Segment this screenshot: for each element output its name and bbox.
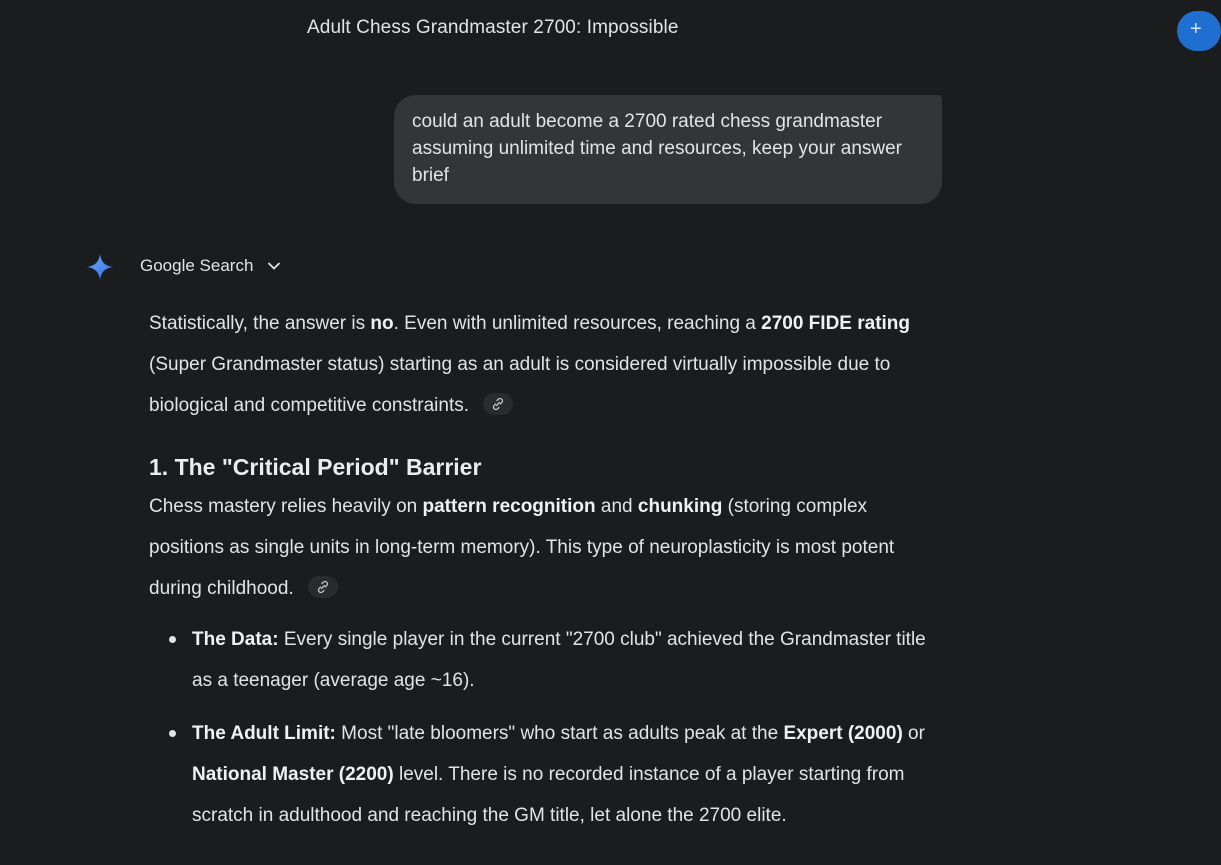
section-text: (storing complex positions as single units in long-term memory). This type of neuroplasticity is most potent during childhood. (149, 496, 895, 599)
bullet-bold: National Master (2200) (192, 764, 394, 785)
google-search-toggle[interactable] (140, 256, 281, 276)
section-text: and (595, 496, 638, 517)
intro-text: . Even with unlimited resources, reaching a (393, 313, 762, 334)
section-bold: chunking (637, 496, 723, 517)
section-heading: 1. The "Critical Period" Barrier (149, 454, 482, 480)
google-search-label: Google Search (140, 256, 254, 275)
bullet-text: or (902, 723, 925, 744)
bullet-list (149, 619, 939, 836)
intro-paragraph (149, 303, 939, 426)
new-chat-icon: + (1190, 18, 1202, 40)
gemini-sparkle-icon (86, 253, 114, 281)
source-link-chip[interactable] (483, 393, 513, 415)
intro-text: (Super Grandmaster status) starting as an adult is considered virtually impossible due to biological and competitive constraints. (149, 354, 891, 416)
response-body (149, 303, 939, 848)
source-link-chip[interactable] (308, 576, 338, 598)
intro-bold: 2700 FIDE rating (761, 313, 911, 334)
bullet-dot (169, 636, 176, 643)
section-paragraph (149, 486, 939, 609)
intro-bold: no (370, 313, 394, 334)
link-icon (491, 397, 505, 411)
bullet-dot (169, 730, 176, 737)
bullet-text: Most "late bloomers" who start as adults peak at the (335, 723, 784, 744)
bullet-label: The Data: (192, 629, 279, 650)
bullet-text: level. There is no recorded instance of a player starting from scratch in adulthood and reaching the GM title, let alone the 2700 elite. (192, 764, 905, 826)
list-item (149, 713, 939, 836)
section-text: Chess mastery relies heavily on (149, 496, 423, 517)
chevron-down-icon (267, 261, 281, 271)
section-bold: pattern recognition (422, 496, 596, 517)
intro-text: Statistically, the answer is (149, 313, 371, 334)
bullet-text: Every single player in the current "2700 club" achieved the Grandmaster title as a teenager (average age ~16). (192, 629, 926, 691)
new-chat-button[interactable] (1177, 11, 1221, 51)
bullet-label: The Adult Limit: (192, 723, 336, 744)
bullet-bold: Expert (2000) (783, 723, 903, 744)
link-icon (316, 580, 330, 594)
user-message-bubble (394, 95, 942, 204)
list-item (149, 619, 939, 701)
user-message-text: could an adult become a 2700 rated chess grandmaster assuming unlimited time and resources, keep your answer brief (412, 111, 903, 186)
conversation-title: Adult Chess Grandmaster 2700: Impossible (307, 17, 679, 38)
